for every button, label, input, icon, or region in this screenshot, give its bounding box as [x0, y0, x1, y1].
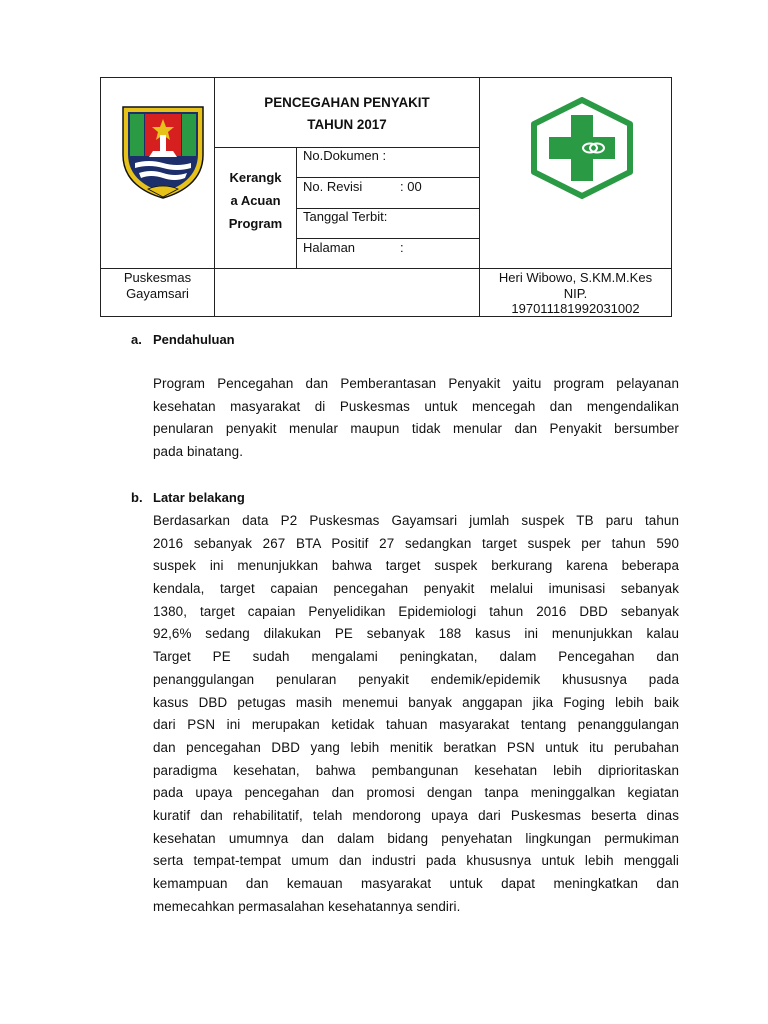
puskesmas-green-cross-icon: [530, 97, 634, 199]
signatory-nip: 197011181992031002: [511, 301, 640, 316]
title-line-1: PENCEGAHAN PENYAKIT: [264, 95, 430, 110]
section-b-heading: Latar belakang: [153, 490, 245, 505]
title-line-2: TAHUN 2017: [307, 117, 387, 132]
paragraph-line: serta tempat-tempat umum dan industri pada khususnya untuk lebih menggali: [153, 853, 679, 869]
unit-line-1: Puskesmas: [123, 270, 192, 285]
no-revisi-label: No. Revisi: [303, 179, 363, 194]
section-a-paragraph: [153, 373, 679, 464]
blank-cell: [214, 268, 480, 317]
program-label-2: a Acuan: [230, 193, 281, 208]
unit-line-2: Gayamsari: [126, 286, 189, 301]
tanggal-terbit-label: Tanggal Terbit:: [303, 209, 388, 224]
paragraph-line: 2016 sebanyak 267 BTA Positif 27 sedangkan target suspek per tahun 590: [153, 535, 679, 551]
signatory-name: Heri Wibowo, S.KM.M.Kes: [498, 270, 653, 285]
no-dokumen-label: No.Dokumen :: [303, 148, 387, 163]
section-a-marker: a.: [131, 332, 142, 347]
program-cell: [214, 147, 297, 269]
halaman-value: :: [400, 240, 404, 255]
section-b-paragraph: [153, 510, 679, 918]
paragraph-line: kasus DBD petugas masih menemui banyak anggapan jika Foging lebih baik: [153, 694, 679, 710]
paragraph-line: kemampuan dan kemauan masyarakat untuk dapat meningkatkan dan: [153, 876, 679, 891]
title-cell: [214, 77, 480, 148]
paragraph-line: memecahkan permasalahan kesehatannya sendiri.: [153, 898, 461, 914]
paragraph-line: suspek ini menunjukkan bahwa target suspek berkurang karena beberapa: [153, 558, 679, 574]
paragraph-line: kuratif dan rehabilitatif, telah mendorong upaya dari Puskesmas beserta dinas: [153, 807, 679, 823]
no-revisi-value: : 00: [400, 179, 422, 194]
paragraph-line: dari PSN ini merupakan ketidak tahuan masyarakat tentang penanggulangan: [153, 717, 679, 733]
paragraph-line: 1380, target capaian Penyelidikan Epidemiologi tahun 2016 DBD sebanyak: [153, 603, 679, 619]
paragraph-line: Target PE sudah mengalami peningkatan, dalam Pencegahan dan: [153, 649, 679, 665]
signatory-nip-label: NIP.: [563, 286, 588, 301]
paragraph-line: pada upaya pencegahan dan promosi dengan tanpa meninggalkan kegiatan: [153, 785, 679, 801]
paragraph-line: pada binatang.: [153, 444, 244, 460]
paragraph-line: 92,6% sedang dilakukan PE sebanyak 188 kasus ini menunjukkan kalau: [153, 626, 679, 642]
paragraph-line: penanggulangan penularan penyakit endemik/epidemik khususnya pada: [153, 671, 679, 687]
semarang-city-emblem-icon: [121, 105, 205, 199]
paragraph-line: Berdasarkan data P2 Puskesmas Gayamsari jumlah suspek TB paru tahun: [153, 513, 679, 528]
section-a-heading: Pendahuluan: [153, 332, 235, 347]
paragraph-line: paradigma kesehatan, bahwa pembangunan kesehatan lebih diprioritaskan: [153, 762, 679, 778]
paragraph-line: kesehatan umumnya dan dalam bidang penyehatan lingkungan permukiman: [153, 830, 679, 846]
section-b-marker: b.: [131, 490, 143, 505]
paragraph-line: kesehatan masyarakat di Puskesmas untuk mencegah dan mengendalikan: [153, 398, 679, 414]
program-label-1: Kerangk: [229, 170, 282, 185]
program-label-3: Program: [228, 216, 283, 231]
halaman-label: Halaman: [303, 240, 356, 255]
paragraph-line: Program Pencegahan dan Pemberantasan Penyakit yaitu program pelayanan: [153, 376, 679, 391]
paragraph-line: penularan penyakit menular maupun tidak menular dan Penyakit bersumber: [153, 421, 679, 437]
paragraph-line: kendala, target capaian pencegahan penyakit melalui imunisasi sebanyak: [153, 581, 679, 597]
document-header-table: [100, 77, 672, 317]
paragraph-line: dan pencegahan DBD yang lebih menitik beratkan PSN untuk itu perubahan: [153, 739, 679, 755]
